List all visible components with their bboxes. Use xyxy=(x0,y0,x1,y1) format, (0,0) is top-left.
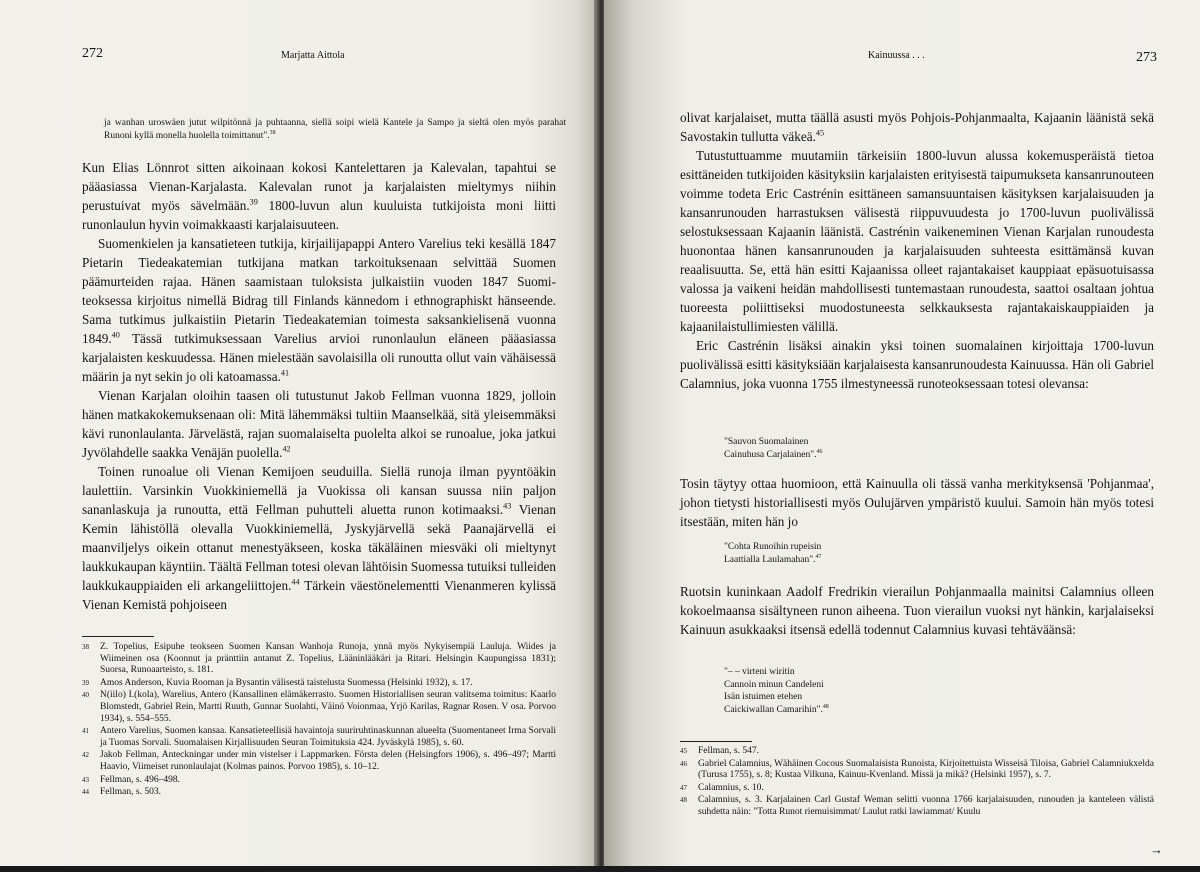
footnote-ref: 48 xyxy=(822,703,829,710)
body-text xyxy=(680,582,1154,639)
footnote: 42 Jakob Fellman, Anteckningar under min vistelser i Lappmarken. Första delen (Helsingfors 1906), s. 496–497; Martti Haavio, Viimeiset runonlaulajat (Kolmas painos. Porvoo 1985), s. 10–12. xyxy=(82,750,556,772)
block-quote xyxy=(104,117,566,142)
footnote-ref: 40 xyxy=(111,330,120,340)
running-head: Marjatta Aittola xyxy=(281,50,345,61)
page-edge-shadow xyxy=(0,866,1200,872)
footnote-ref: 38 xyxy=(269,129,276,136)
footnote: 45 Fellman, s. 547. xyxy=(680,746,759,756)
footnote: 40 N(iilo) I.(kola), Warelius, Antero (Kansallinen elämäkerrasto. Suomen Historiallisen seuran valitsema toimitus: Kaarlo Blomstedt, Gabriel Rein, Martti Ruuth, Gunnar Suolahti, Väinö Voionmaa, Yrjö Karilas, Ragnar Rosen. V osa. Porvoo 1934), s. 554–555. xyxy=(82,690,556,724)
paragraph: Tutustuttuamme muutamiin tärkeisiin 1800-luvun alussa kokemusperäistä tietoa esittäneiden tutkijoiden käsityksiin karjalaisten erityisestä taipumukseta kansanrunouteen voimme todeta Eric Castrénin esittäneen samansuuntaisen käsityksen karjalaisuuden ja kansanrunouden harrastuksen välisestä riippuvuudesta jo 1700-luvun puolivälissä selostuksessaan Kajaanin läänistä. Castrénin vaikeneminen Vienan Karjalan runoudesta huonontaa hänen kansanrunouden ja karjalaisuuden suhteesta esittämänsä kuvan reaalisuutta. Se, että hän esitti Kajaanissa olleet rajantakaiset kauppiaat epäsuotuisassa valossa ja vaikeni heidän mahdollisesti tuntemastaan runoudesta, saattoi osaltaan johtua tuoreesta poliittiseksi muodostuneesta selkkauksesta rajantakaiskauppiaiden ja kajaanilaistullimiesten välillä. xyxy=(680,148,1154,334)
paragraph: Toinen runoalue oli Vienan Kemijoen seuduilla. Siellä runoja ilman pyyntöäkin laulettiin. Varsinkin Vuokkiniemellä ja Vuokissa oli kansan suussa niin paljon sananlaskuja ja runoutta, että Fellman puhutteli aluetta runon kotimaaksi.$^{43}$ Vienan Kemin lähistöllä olevalla Vuokkiniemellä, Jyskyjärvellä sekä Paanajärvellä ei maanviljelys oikein ottanut menestyäkseen, koska täkäläinen miesväki oli mieltynyt laukkukaupan käyntiin. Täältä Fellman totesi olevan lähtöisin Suomessa tutuiksi tulleiden laukkukauppiaiden eli arkangeliittojen.$^{44}$ Tärkein väestönelementti Vienanmeren kylissä Vienan Kemistä pohjoiseen xyxy=(82,464,557,612)
footnotes xyxy=(680,746,1154,820)
footnote-ref: 39 xyxy=(249,197,258,207)
body-text xyxy=(680,474,1154,531)
running-head: Kainuussa . . . xyxy=(868,50,925,61)
paragraph: olivat karjalaiset, mutta täällä asusti myös Pohjois-Pohjanmaalta, Kajaanin läänistä sekä Savostakin tullutta väkeä.$^{45}$ xyxy=(680,110,1154,144)
quote-text: ja wanhan uroswäen jutut wilpitönnä ja puhtaanna, siellä soipi wielä Kantele ja Sampo ja sieltä olen myös parahat Runoni kyllä monella huolella toimittanut". xyxy=(104,118,566,141)
paragraph: Kun Elias Lönnrot sitten aikoinaan kokosi Kantelettaren ja Kalevalan, tapahtui se pääasiassa Vienan-Karjalasta. Kalevalan runot ja karjalaisten mieltymys niihin perustuivat myös sävelmään.$^{39}$ 1800-luvun alun kuuluista tutkijoista moni liitti runonlaulun hyvin voimakkaasti karjalaisuuteen. xyxy=(82,160,556,232)
body-text xyxy=(82,158,556,614)
footnote: 41 Antero Varelius, Suomen kansaa. Kansatieteellisiä havaintoja suuriruhtinaskunnan alueelta (Suomentaneet Irma Sorvali ja Tuomas Sorvali. Suomalaisen Kirjallisuuden Seuran Toimituksia 424. Jyväskylä 1985), s. 60. xyxy=(82,726,556,748)
paragraph: Ruotsin kuninkaan Aadolf Fredrikin vierailun Pohjanmaalla mainitsi Calamnius olleen kokoelmaansa sisältyneen runon aiheena. Tuon vierailun vuoksi nyt hänkin, karjalaiseksi Kainuun asukkaaksi itsensä edellä todennut Calamnius kuvasi tehtäväänsä: xyxy=(680,584,1154,637)
footnote: 44 Fellman, s. 503. xyxy=(82,787,161,798)
footnote: 48 Calamnius, s. 3. Karjalainen Carl Gustaf Weman selitti vuonna 1766 karjalaisuuden, runouden ja kanteleen välistä suhdetta näin: "Totta Runot riemuisimmat/ Laulut ratki lawiammat/ Kuulu xyxy=(680,795,1154,817)
paragraph: Eric Castrénin lisäksi ainakin yksi toinen suomalainen kirjoittaja 1700-luvun puolivälissä esitti käsityksiään karjalaisesta kansanrunoudesta Kainuussa. Hän oli Gabriel Calamnius, joka vuonna 1755 ilmestyneessä runoteoksessaan totesi olevansa: xyxy=(680,338,1154,391)
footnote-ref: 47 xyxy=(815,553,822,560)
footnote-ref: 42 xyxy=(282,444,291,454)
footnote-ref: 45 xyxy=(815,128,825,138)
footnote: 43 Fellman, s. 496–498. xyxy=(82,774,180,785)
right-page xyxy=(604,0,1200,872)
footnote-ref: 44 xyxy=(291,577,300,587)
verse-quote: "– – virteni wiritin Cannoin minun Candeleni Isän istuimen etehen Caickiwallan Camarihin".$^{48}$ xyxy=(724,667,829,715)
verse-quote: "Cohta Runoihin rupeisin Laattialla Laulamahan".$^{47}$ xyxy=(724,542,822,565)
paragraph: Suomenkielen ja kansatieteen tutkija, kirjailijapappi Antero Varelius teki kesällä 1847 Pietarin Tiedeakatemian tutkijana matkan tarkoituksenaan selvittää Suomen päämurteiden rajaa. Hänen saamistaan tuloksista julkaistiin vuoden 1847 Suomi-teoksessa kirjoitus nimellä Bidrag till Finlands kännedom i ethnographiskt hänseende. Sama tutkimus julkaistiin Pietarin Tiedeakatemian toimesta saksankielisenä vuonna 1849.40 Tässä tutkimuksessaan Varelius arvioi runonlaulun eläneen pääasiassa karjalaisten keskuudessa. Hänen mielestään savolaisilla oli runoutta ollut vain vähäisessä määrin ja nyt sekin jo oli katoamassa.$^{41}$ xyxy=(82,236,556,384)
footnote: 47 Calamnius, s. 10. xyxy=(680,782,764,793)
footnote-rule xyxy=(82,636,154,637)
verse-quote: "Sauvon Suomalainen Cainuhusa Carjalainen".$^{46}$ xyxy=(724,437,823,460)
body-text xyxy=(680,108,1154,393)
footnote: 46 Gabriel Calamnius, Wähäinen Cocous Suomalaisista Runoista, Kirjoitettuista Wisseisä Tiloisa, Gabriel Calamniukxelda (Turusa 1755), s. 8; Kustaa Vilkuna, Kainuu-Kvenland. Missä ja mikä? (Helsinki 1957), s. 7. xyxy=(680,758,1154,781)
footnote: 39 Amos Anderson, Kuvia Rooman ja Bysantin välisestä taistelusta Suomessa (Helsinki 1932), s. 17. xyxy=(82,677,473,688)
page-number: 272 xyxy=(82,46,103,61)
footnotes xyxy=(82,642,556,800)
footnote: 38 Z. Topelius, Esipuhe teokseen Suomen Kansan Wanhoja Runoja, ynnä myös Nykyisempiä Laulujа. Wiides ja Wiimeinen osa (Koonnut ja pränttiin antanut Z. Topelius, Lääninlääkäri ja Ritari. Helsingin Kaupungissa 1831); Suorsa, Runoaarteisto, s. 181. xyxy=(82,642,556,676)
footnote-ref: 46 xyxy=(816,448,823,455)
continue-arrow-icon: → xyxy=(1150,842,1163,857)
page-number: 273 xyxy=(1136,50,1157,65)
footnote-rule xyxy=(680,741,752,742)
footnote-ref: 43 xyxy=(503,501,512,511)
paragraph: Vienan Karjalan oloihin taasen oli tutustunut Jakob Fellman vuonna 1829, jolloin hänen matkakokemuksenaan oli: Mitä lähemmäksi tultiin Maanselkää, sitä yleisemmäksi kävi runonlaulanta. Järvelästä, rajan suomalaiselta puolelta alkoi se runoalue, joka jatkui Jyvölahdelle saakka Venäjän puolella.$^{42}$ xyxy=(82,388,556,460)
paragraph: Tosin täytyy ottaa huomioon, että Kainuulla oli tässä vanha merkityksensä 'Pohjanmaa', johon tietysti historiallisesti myös Oulujärven ympäristö kuului. Samoin hän myös totesi itsestään, miten hän jo xyxy=(680,476,1154,529)
